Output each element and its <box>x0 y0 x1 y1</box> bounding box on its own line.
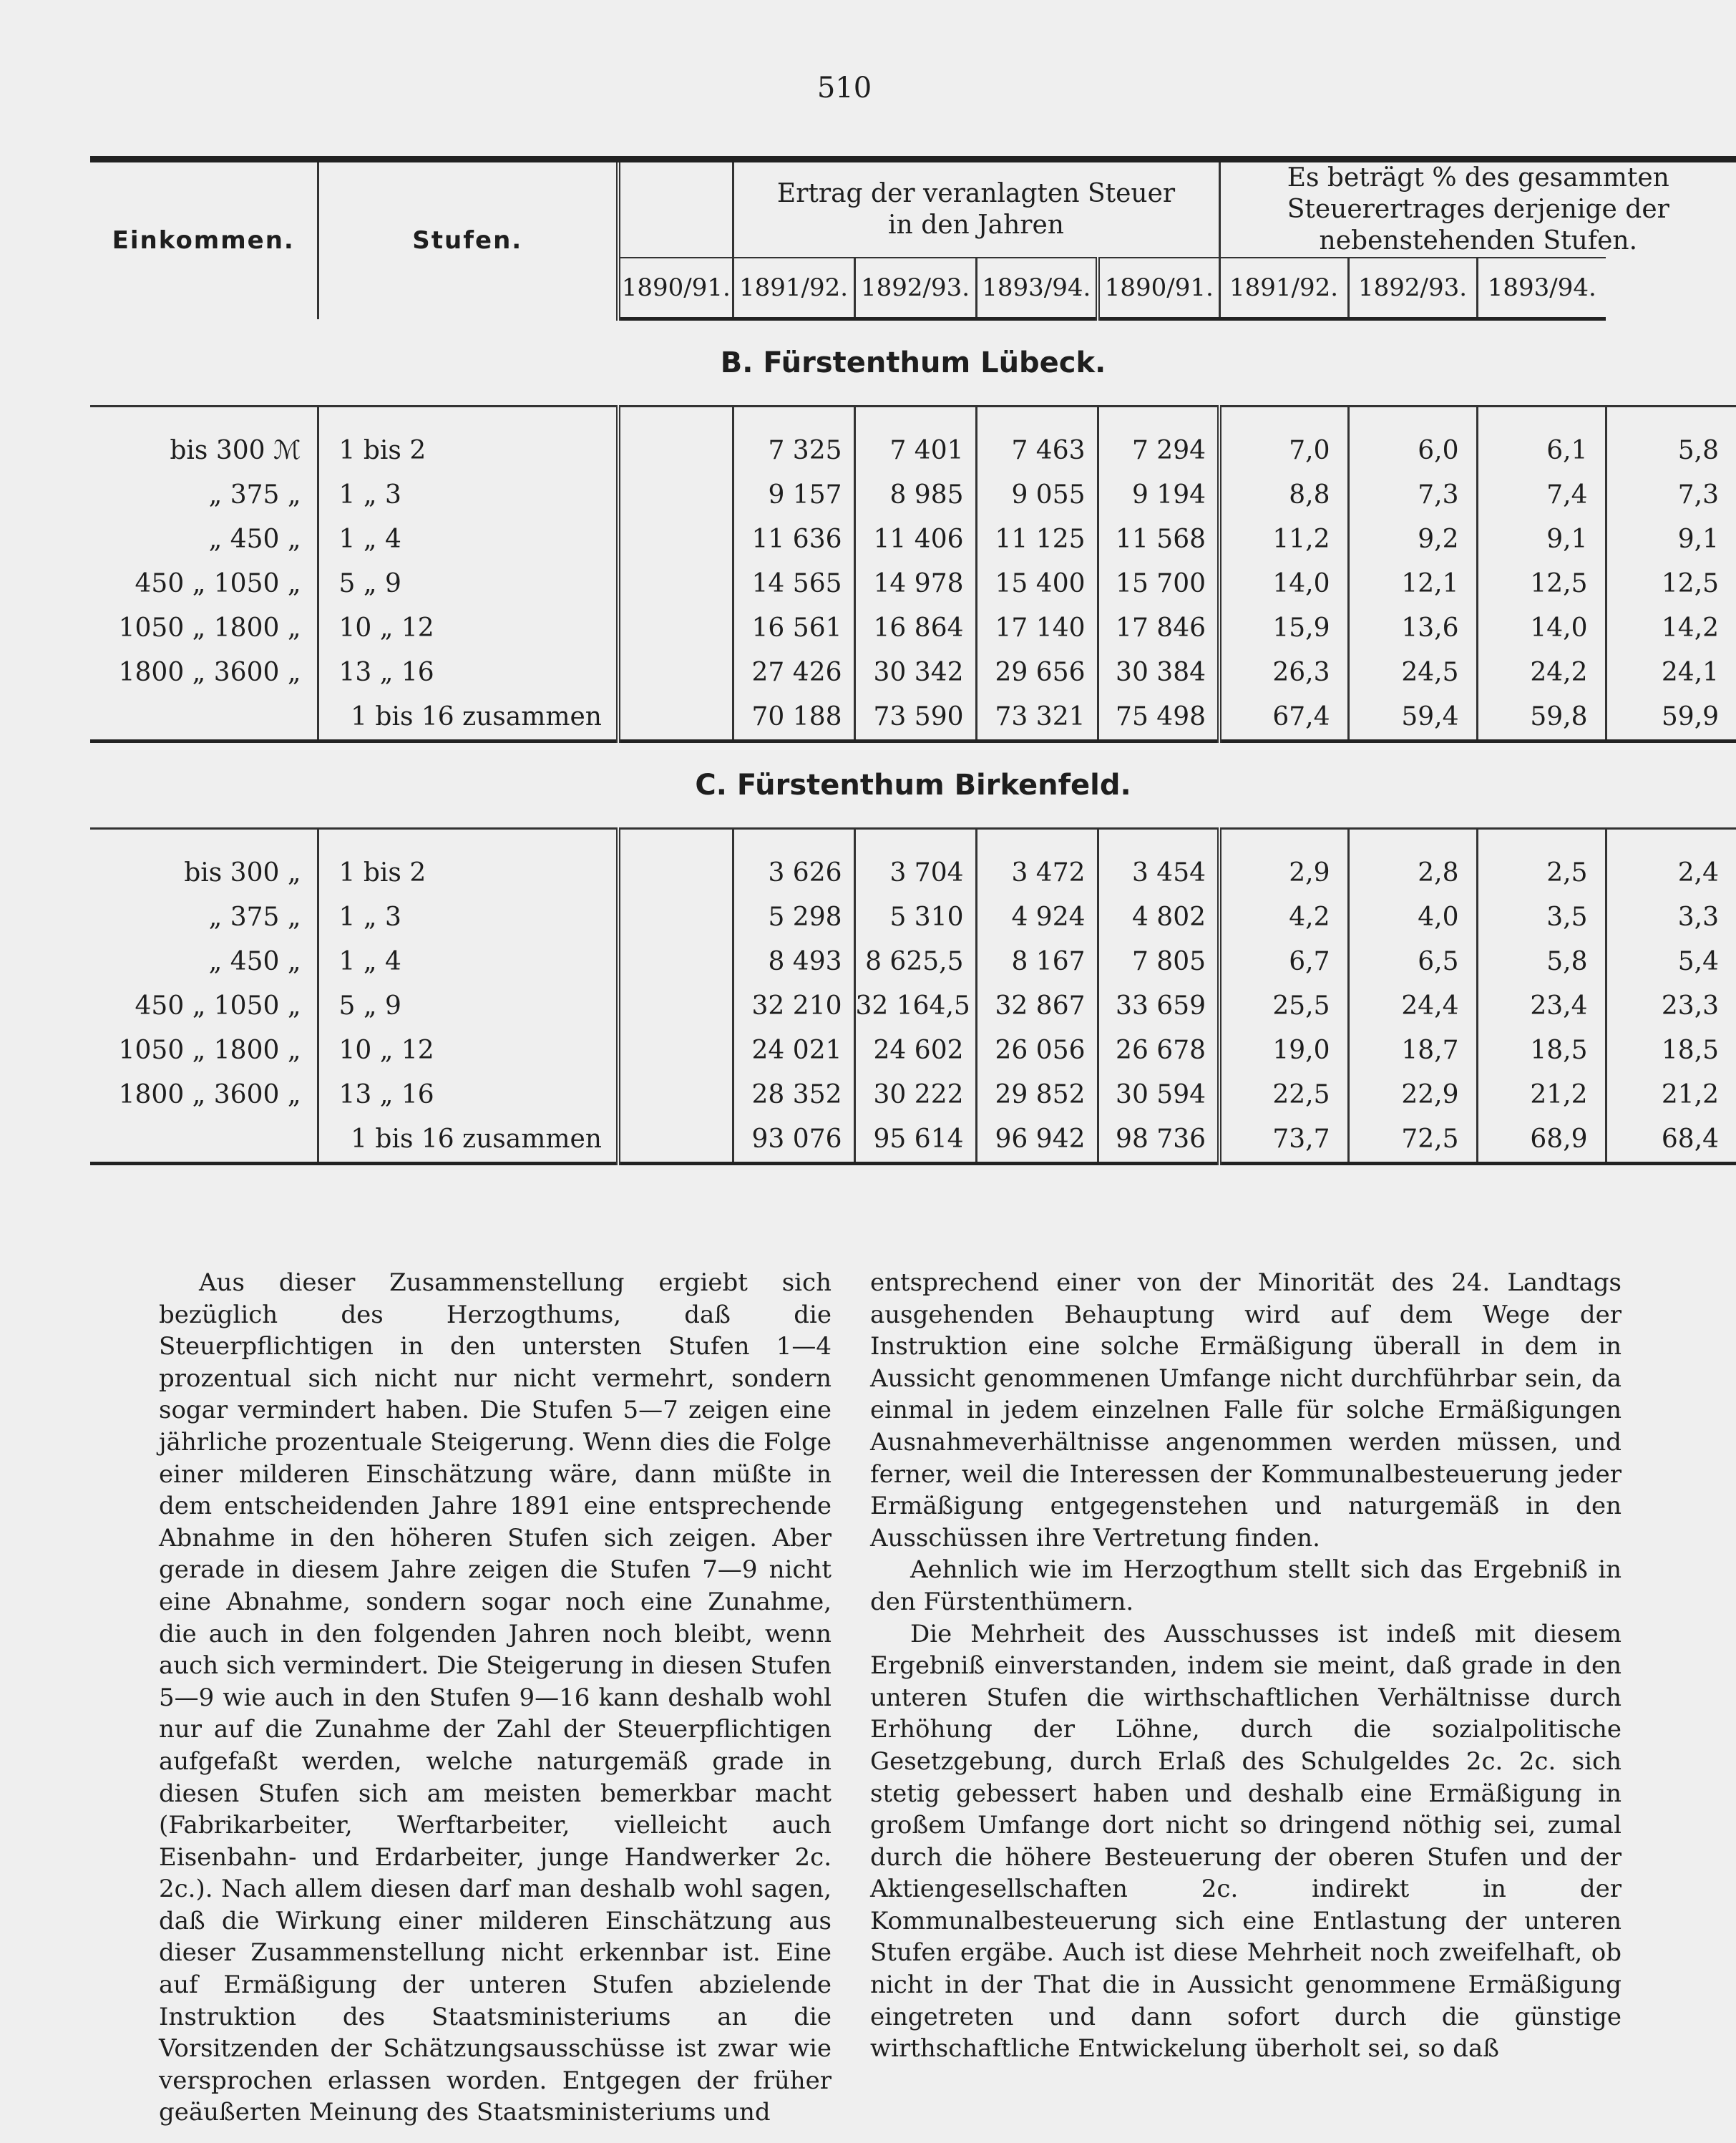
cell-ertrag: 24 602 <box>854 1029 976 1073</box>
section-title-row <box>90 319 1736 407</box>
year-col: 1890/91. <box>1098 258 1219 319</box>
cell-percent: 73,7 <box>1219 1117 1348 1164</box>
year-col: 1892/93. <box>1348 258 1477 319</box>
cell-stufen: 13 „ 16 <box>318 651 618 695</box>
cell-stufen: 1 „ 4 <box>318 517 618 562</box>
cell-ertrag: 15 400 <box>976 562 1098 606</box>
cell-percent: 6,7 <box>1219 940 1348 984</box>
cell-percent: 12,1 <box>1348 562 1477 606</box>
cell-ertrag: 11 636 <box>733 517 854 562</box>
cell-percent: 18,5 <box>1606 1029 1736 1073</box>
cell-ertrag: 7 401 <box>854 407 976 474</box>
cell-ertrag: 26 056 <box>976 1029 1098 1073</box>
cell-ertrag: 30 342 <box>854 651 976 695</box>
cell-percent: 2,8 <box>1348 829 1477 896</box>
cell-ertrag: 5 298 <box>733 895 854 940</box>
cell-einkommen: bis 300 „ <box>184 858 301 888</box>
cell-ertrag: 27 426 <box>733 651 854 695</box>
cell-einkommen: 1800 „ 3600 „ <box>118 658 301 687</box>
cell-ertrag: 8 167 <box>976 940 1098 984</box>
cell-ertrag: 32 164,5 <box>854 984 976 1029</box>
cell-percent: 67,4 <box>1219 695 1348 742</box>
cell-spacer <box>618 562 733 606</box>
section-title: C. Fürstenthum Birkenfeld. <box>90 742 1736 829</box>
cell-percent: 5,8 <box>1477 940 1606 984</box>
cell-stufen: 13 „ 16 <box>318 1073 618 1117</box>
cell-percent: 24,2 <box>1477 651 1606 695</box>
table-row <box>90 651 1736 695</box>
cell-einkommen: 450 „ 1050 „ <box>135 569 301 598</box>
text-column-right <box>870 1267 1622 2065</box>
cell-ertrag: 30 384 <box>1098 651 1219 695</box>
tax-table-grid <box>90 156 1736 1165</box>
cell-spacer <box>618 407 733 474</box>
cell-ertrag: 96 942 <box>976 1117 1098 1164</box>
cell-ertrag: 17 140 <box>976 606 1098 651</box>
cell-ertrag: 11 125 <box>976 517 1098 562</box>
table-row <box>90 562 1736 606</box>
cell-percent: 23,4 <box>1477 984 1606 1029</box>
cell-stufen: 1 bis 2 <box>318 829 618 896</box>
cell-stufen: 1 bis 16 zusammen <box>318 695 618 742</box>
cell-percent: 24,1 <box>1606 651 1736 695</box>
cell-spacer <box>618 940 733 984</box>
cell-ertrag: 98 736 <box>1098 1117 1219 1164</box>
cell-stufen: 1 bis 16 zusammen <box>318 1117 618 1164</box>
cell-ertrag: 11 568 <box>1098 517 1219 562</box>
cell-ertrag: 11 406 <box>854 517 976 562</box>
cell-ertrag: 73 321 <box>976 695 1098 742</box>
table-row <box>90 473 1736 517</box>
cell-spacer <box>618 829 733 896</box>
cell-percent: 3,3 <box>1606 895 1736 940</box>
cell-ertrag: 9 157 <box>733 473 854 517</box>
cell-ertrag: 29 656 <box>976 651 1098 695</box>
table-row <box>90 517 1736 562</box>
header-spacer <box>618 160 733 258</box>
cell-einkommen: „ 375 „ <box>208 903 301 932</box>
cell-einkommen: „ 450 „ <box>208 947 301 976</box>
cell-percent: 4,0 <box>1348 895 1477 940</box>
cell-ertrag: 7 325 <box>733 407 854 474</box>
cell-einkommen: 1050 „ 1800 „ <box>118 1036 301 1065</box>
header-einkommen: Einkommen. <box>112 226 295 256</box>
cell-percent: 23,3 <box>1606 984 1736 1029</box>
cell-spacer <box>618 651 733 695</box>
cell-ertrag: 7 294 <box>1098 407 1219 474</box>
cell-ertrag: 8 985 <box>854 473 976 517</box>
cell-spacer <box>618 517 733 562</box>
cell-percent: 68,4 <box>1606 1117 1736 1164</box>
cell-ertrag: 32 210 <box>733 984 854 1029</box>
cell-percent: 7,3 <box>1348 473 1477 517</box>
cell-ertrag: 4 924 <box>976 895 1098 940</box>
cell-percent: 8,8 <box>1219 473 1348 517</box>
table-row <box>90 695 1736 742</box>
table-row <box>90 895 1736 940</box>
cell-spacer <box>618 984 733 1029</box>
cell-stufen: 5 „ 9 <box>318 984 618 1029</box>
cell-percent: 7,3 <box>1606 473 1736 517</box>
cell-spacer <box>618 1117 733 1164</box>
cell-percent: 25,5 <box>1219 984 1348 1029</box>
cell-ertrag: 24 021 <box>733 1029 854 1073</box>
cell-percent: 59,4 <box>1348 695 1477 742</box>
cell-percent: 19,0 <box>1219 1029 1348 1073</box>
cell-percent: 2,5 <box>1477 829 1606 896</box>
table-row <box>90 1073 1736 1117</box>
cell-ertrag: 17 846 <box>1098 606 1219 651</box>
cell-percent: 12,5 <box>1606 562 1736 606</box>
cell-percent: 6,5 <box>1348 940 1477 984</box>
cell-einkommen: 1050 „ 1800 „ <box>118 613 301 643</box>
cell-einkommen <box>90 695 318 742</box>
cell-spacer <box>618 895 733 940</box>
cell-stufen: 10 „ 12 <box>318 606 618 651</box>
cell-ertrag: 28 352 <box>733 1073 854 1117</box>
cell-stufen: 1 „ 3 <box>318 473 618 517</box>
cell-percent: 14,2 <box>1606 606 1736 651</box>
cell-ertrag: 4 802 <box>1098 895 1219 940</box>
table-row <box>90 606 1736 651</box>
cell-ertrag: 7 805 <box>1098 940 1219 984</box>
header-ertrag: Ertrag der veranlagten Steuer in den Jahren <box>733 160 1219 258</box>
cell-stufen: 1 bis 2 <box>318 407 618 474</box>
cell-percent: 7,4 <box>1477 473 1606 517</box>
cell-percent: 21,2 <box>1477 1073 1606 1117</box>
cell-percent: 6,1 <box>1477 407 1606 474</box>
text-column-left <box>159 1267 832 2129</box>
cell-einkommen: 1800 „ 3600 „ <box>118 1080 301 1109</box>
cell-einkommen <box>90 1117 318 1164</box>
cell-percent: 22,5 <box>1219 1073 1348 1117</box>
cell-ertrag: 93 076 <box>733 1117 854 1164</box>
cell-percent: 6,0 <box>1348 407 1477 474</box>
page-number: 510 <box>816 72 872 105</box>
year-col: 1893/94. <box>1477 258 1606 319</box>
cell-spacer <box>618 695 733 742</box>
paragraph: entsprechend einer von der Minorität des 24. Landtags ausgehenden Behauptung wird auf dem Wege der Instruktion eine solche Ermäßigung überall in dem in Aussicht genommenen Umfange nicht durchführbar sein, da einmal in jedem einzelnen Falle für solche Ermäßigungen Ausnahmeverhältnisse angenommen werden müssen, und ferner, weil die Interessen der Kommunalbesteuerung jeder Ermäßigung entgegenstehen und naturgemäß in den Ausschüssen ihre Vertretung finden. <box>870 1268 1622 1552</box>
cell-ertrag: 7 463 <box>976 407 1098 474</box>
cell-stufen: 5 „ 9 <box>318 562 618 606</box>
header-stufen: Stufen. <box>318 160 618 319</box>
cell-ertrag: 3 626 <box>733 829 854 896</box>
cell-percent: 18,5 <box>1477 1029 1606 1073</box>
cell-ertrag: 16 864 <box>854 606 976 651</box>
cell-percent: 2,9 <box>1219 829 1348 896</box>
cell-ertrag: 3 454 <box>1098 829 1219 896</box>
cell-einkommen: „ 450 „ <box>208 525 301 554</box>
cell-ertrag: 30 594 <box>1098 1073 1219 1117</box>
cell-percent: 3,5 <box>1477 895 1606 940</box>
cell-percent: 9,1 <box>1477 517 1606 562</box>
cell-percent: 11,2 <box>1219 517 1348 562</box>
section-luebeck <box>90 319 1736 742</box>
section-birkenfeld <box>90 742 1736 1164</box>
cell-percent: 59,9 <box>1606 695 1736 742</box>
section-title: B. Fürstenthum Lübeck. <box>90 319 1736 407</box>
paragraph: Die Mehrheit des Ausschusses ist indeß mit diesem Ergebniß einverstanden, indem sie meint, daß grade in den unteren Stufen die wirthschaftlichen Verhältnisse durch Erhöhung der Löhne, durch die sozialpolitische Gesetzgebung, durch Erlaß des Schulgeldes 2c. 2c. sich stetig gebessert haben und deshalb eine Ermäßigung in großem Umfange dort nicht so dringend nöthig sei, zumal durch die höhere Besteuerung der oberen Stufen und der Aktiengesellschaften 2c. indirekt in der Kommunalbesteuerung sich eine Entlastung der unteren Stufen ergäbe. Auch ist diese Mehrheit noch zweifelhaft, ob nicht in der That die in Aussicht genommene Ermäßigung eingetreten und dann sofort durch die günstige wirthschaftliche Entwickelung überholt sei, so daß <box>870 1619 1622 2064</box>
cell-ertrag: 8 493 <box>733 940 854 984</box>
cell-ertrag: 5 310 <box>854 895 976 940</box>
table-row <box>90 829 1736 896</box>
cell-ertrag: 32 867 <box>976 984 1098 1029</box>
cell-percent: 4,2 <box>1219 895 1348 940</box>
tax-table <box>90 156 1720 1165</box>
cell-ertrag: 75 498 <box>1098 695 1219 742</box>
table-row <box>90 1117 1736 1164</box>
cell-ertrag: 29 852 <box>976 1073 1098 1117</box>
cell-ertrag: 8 625,5 <box>854 940 976 984</box>
section-title-row <box>90 742 1736 829</box>
paragraph: Aehnlich wie im Herzogthum stellt sich das Ergebniß in den Fürstenthümern. <box>870 1555 1622 1616</box>
cell-einkommen: bis 300 ℳ <box>170 436 301 465</box>
cell-ertrag: 3 472 <box>976 829 1098 896</box>
cell-ertrag: 15 700 <box>1098 562 1219 606</box>
cell-percent: 9,2 <box>1348 517 1477 562</box>
cell-percent: 2,4 <box>1606 829 1736 896</box>
cell-percent: 12,5 <box>1477 562 1606 606</box>
header-percent: Es beträgt % des gesammten Steuerertrages derjenige der nebenstehenden Stufen. <box>1219 160 1736 258</box>
cell-stufen: 1 „ 3 <box>318 895 618 940</box>
cell-spacer <box>618 1029 733 1073</box>
cell-ertrag: 16 561 <box>733 606 854 651</box>
cell-ertrag: 14 978 <box>854 562 976 606</box>
cell-ertrag: 70 188 <box>733 695 854 742</box>
year-col: 1891/92. <box>1219 258 1348 319</box>
year-col: 1893/94. <box>976 258 1098 319</box>
cell-percent: 68,9 <box>1477 1117 1606 1164</box>
cell-percent: 26,3 <box>1219 651 1348 695</box>
cell-stufen: 10 „ 12 <box>318 1029 618 1073</box>
cell-ertrag: 9 194 <box>1098 473 1219 517</box>
cell-ertrag: 30 222 <box>854 1073 976 1117</box>
cell-percent: 24,4 <box>1348 984 1477 1029</box>
cell-stufen: 1 „ 4 <box>318 940 618 984</box>
cell-percent: 9,1 <box>1606 517 1736 562</box>
cell-spacer <box>618 473 733 517</box>
cell-ertrag: 14 565 <box>733 562 854 606</box>
cell-percent: 5,8 <box>1606 407 1736 474</box>
cell-percent: 13,6 <box>1348 606 1477 651</box>
cell-einkommen: 450 „ 1050 „ <box>135 991 301 1021</box>
table-row <box>90 984 1736 1029</box>
cell-percent: 24,5 <box>1348 651 1477 695</box>
cell-ertrag: 3 704 <box>854 829 976 896</box>
cell-ertrag: 73 590 <box>854 695 976 742</box>
cell-spacer <box>618 606 733 651</box>
cell-ertrag: 26 678 <box>1098 1029 1219 1073</box>
cell-spacer <box>618 1073 733 1117</box>
table-row <box>90 407 1736 474</box>
cell-percent: 14,0 <box>1477 606 1606 651</box>
cell-percent: 5,4 <box>1606 940 1736 984</box>
cell-percent: 14,0 <box>1219 562 1348 606</box>
cell-ertrag: 9 055 <box>976 473 1098 517</box>
cell-percent: 7,0 <box>1219 407 1348 474</box>
year-col: 1890/91. <box>618 258 733 319</box>
cell-percent: 21,2 <box>1606 1073 1736 1117</box>
year-col: 1892/93. <box>854 258 976 319</box>
paragraph: Aus dieser Zusammenstellung ergiebt sich bezüglich des Herzogthums, daß die Steuerpflichtigen in den untersten Stufen 1—4 prozentual sich nicht nur nicht vermehrt, sondern sogar vermindert haben. Die Stufen 5—7 zeigen eine jährliche prozentuale Steigerung. Wenn dies die Folge einer milderen Einschätzung wäre, dann müßte in dem entscheidenden Jahre 1891 eine entsprechende Abnahme in den höheren Stufen sich zeigen. Aber gerade in diesem Jahre zeigen die Stufen 7—9 nicht eine Abnahme, sondern sogar noch eine Zunahme, die auch in den folgenden Jahren noch bleibt, wenn auch sich vermindert. Die Steigerung in diesen Stufen 5—9 wie auch in den Stufen 9—16 kann deshalb wohl nur auf die Zunahme der Zahl der Steuerpflichtigen aufgefaßt werden, welche naturgemäß grade in diesen Stufen sich am meisten bemerkbar macht (Fabrikarbeiter, Werftarbeiter, vielleicht auch Eisenbahn- und Erdarbeiter, junge Handwerker 2c. 2c.). Nach allem diesen darf man deshalb wohl sagen, daß die Wirkung einer milderen Einschätzung aus dieser Zusammenstellung nicht erkennbar ist. Eine auf Ermäßigung der unteren Stufen abzielende Instruktion des Staatsministeriums an die Vorsitzenden der Schätzungsausschüsse ist zwar wie versprochen erlassen worden. Entgegen der früher geäußerten Meinung des Staatsministeriums und <box>159 1268 832 2127</box>
table-row <box>90 1029 1736 1073</box>
cell-percent: 59,8 <box>1477 695 1606 742</box>
cell-ertrag: 95 614 <box>854 1117 976 1164</box>
cell-percent: 15,9 <box>1219 606 1348 651</box>
cell-ertrag: 33 659 <box>1098 984 1219 1029</box>
cell-percent: 18,7 <box>1348 1029 1477 1073</box>
cell-percent: 72,5 <box>1348 1117 1477 1164</box>
cell-einkommen: „ 375 „ <box>208 480 301 510</box>
year-col: 1891/92. <box>733 258 854 319</box>
cell-percent: 22,9 <box>1348 1073 1477 1117</box>
table-row <box>90 940 1736 984</box>
